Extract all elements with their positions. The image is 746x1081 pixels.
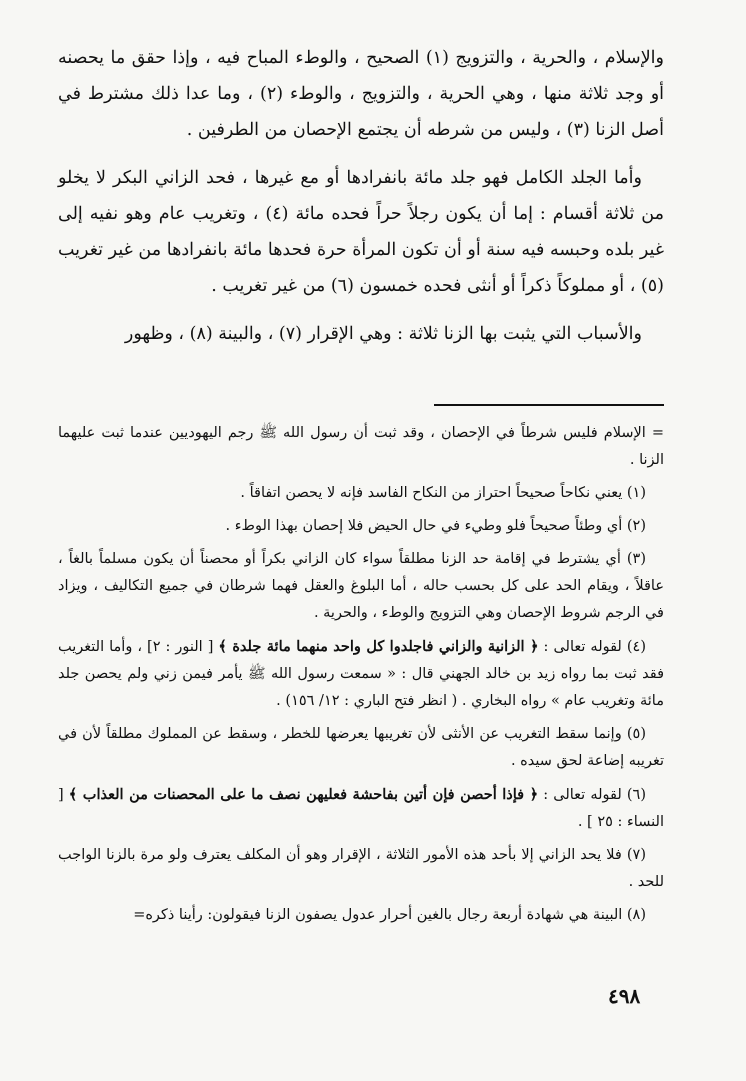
footnote-6-rest: [ النساء : ٢٥ ] . xyxy=(58,787,664,830)
footnote-6 xyxy=(58,781,664,836)
footnotes-section xyxy=(58,420,664,935)
page-number: ٤٩٨ xyxy=(608,984,641,1008)
footnote-5: (٥) وإنما سقط التغريب عن الأنثى لأن تغريبها يعرضها للخطر ، وسقط عن المملوك مطلقاً لأن في تغريبه إضاعة لحق سيده . xyxy=(58,726,664,769)
footnote-8: (٨) البينة هي شهادة أربعة رجال بالغين أحرار عدول يصفون الزنا فيقولون: رأينا ذكره= xyxy=(133,907,646,923)
footnote-4-lead: (٤) لقوله تعالى : xyxy=(538,639,646,655)
footnote-7: (٧) فلا يحد الزاني إلا بأحد هذه الأمور الثلاثة ، الإقرار وهو أن المكلف يعترف ولو مرة بالزنا الواجب للحد . xyxy=(58,847,664,890)
footnote-continuation: = الإسلام فليس شرطاً في الإحصان ، وقد ثبت أن رسول الله ﷺ رجم اليهوديين عندما ثبت عليهما الزنا . xyxy=(58,425,664,468)
footnote-4-quran-verse: ﴿ الزانية والزاني فاجلدوا كل واحد منهما مائة جلدة ﴾ xyxy=(218,638,539,655)
main-paragraph-2: وأما الجلد الكامل فهو جلد مائة بانفرادها أو مع غيرها ، فحد الزاني البكر لا يخلو من ثلاثة أقسام : إما أن يكون رجلاً حراً فحده مائة (٤) ، وتغريب عام وهو نفيه إلى غير بلده وحبسه فيه سنة أو أن تكون المرأة حرة فحدها مائة بانفرادها من غير تغريب (٥) ، أو مملوكاً ذكراً أو أنثى فحده خمسون (٦) من غير تغريب . xyxy=(58,168,664,296)
main-paragraph-1: والإسلام ، والحرية ، والتزويج (١) الصحيح ، والوطء المباح فيه ، وإذا حقق ما يحصنه أو وجد ثلاثة منها ، وهي الحرية ، والتزويج ، والوطء (٢) ، وما عدا ذلك مشترط في أصل الزنا (٣) ، وليس من شرطه أن يجتمع الإحصان من الطرفين . xyxy=(58,48,665,140)
footnote-6-lead: (٦) لقوله تعالى : xyxy=(538,787,646,803)
footnote-2: (٢) أي وطئاً صحيحاً فلو وطيء في حال الحيض فلا إحصان بهذا الوطء . xyxy=(225,518,646,534)
footnote-separator xyxy=(434,404,664,406)
footnote-4-rest: [ النور : ٢] ، وأما التغريب فقد ثبت بما رواه زيد بن خالد الجهني قال : « سمعت رسول الله ﷺ يأمر فيمن زني ولم يحصن جلد مائة وتغريب عام » رواه البخاري . ( انظر فتح الباري : ١٢/ ١٥٦) . xyxy=(58,639,664,709)
footnote-4 xyxy=(58,633,664,715)
footnote-3: (٣) أي يشترط في إقامة حد الزنا مطلقاً سواء كان الزاني بكراً أو محصناً أن يكون مسلماً بالغاً ، عاقلاً ، ويقام الحد على كل بحسب حاله ، أما البلوغ والعقل فهما شرطان في جميع التكاليف ، ويزاد في الرجم شروط الإحصان وهي التزويج والوطء ، والحرية . xyxy=(58,551,664,621)
main-paragraph-3: والأسباب التي يثبت بها الزنا ثلاثة : وهي الإقرار (٧) ، والبينة (٨) ، وظهور xyxy=(124,324,642,344)
main-text-body xyxy=(58,40,664,364)
footnote-6-quran-verse: ﴿ فإذا أحصن فإن أتين بفاحشة فعليهن نصف ما على المحصنات من العذاب ﴾ xyxy=(68,786,539,803)
footnote-1: (١) يعني نكاحاً صحيحاً احتراز من النكاح الفاسد فإنه لا يحصن اتفاقاً . xyxy=(240,485,646,501)
